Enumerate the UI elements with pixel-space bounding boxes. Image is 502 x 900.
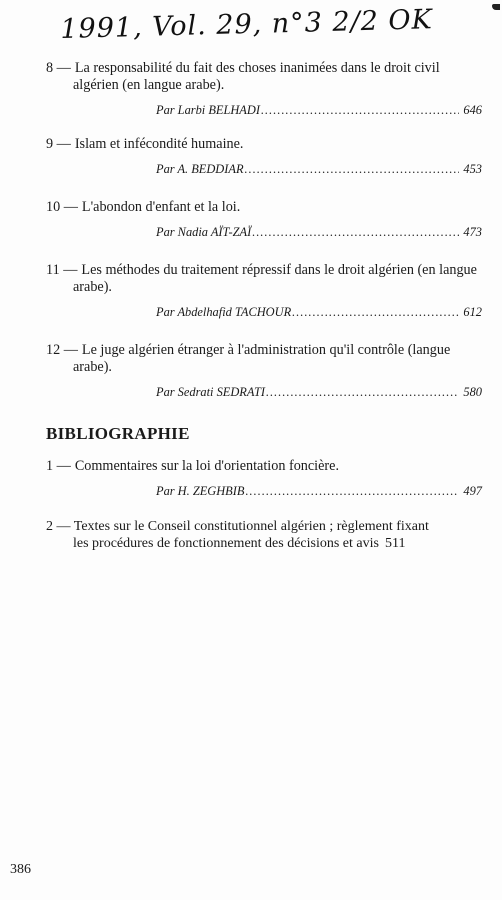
toc-entry-number: 12 — (46, 342, 78, 358)
bibliography-item-text: les procédures de fonctionnement des décisions et avis (73, 536, 379, 551)
toc-entry-12 (46, 342, 482, 401)
toc-entry-text: La responsabilité du fait des choses inanimées dans le droit civil algérien (en langue arabe). (73, 60, 440, 93)
toc-entry-title (46, 136, 482, 153)
toc-entry-number: 11 — (46, 262, 78, 278)
toc-entry-9 (46, 136, 482, 178)
toc-entry-byline (46, 224, 482, 241)
toc-entry-title (46, 262, 482, 296)
toc-entry-page: 580 (463, 385, 482, 399)
toc-entry-byline (46, 102, 482, 119)
leader-dots (266, 384, 459, 401)
bibliography-item-line (46, 535, 482, 552)
bibliography-item-number: 2 — (46, 519, 71, 534)
toc-entry-author: Par Larbi BELHADI (156, 103, 260, 117)
toc-entry-text: Islam et infécondité humaine. (74, 136, 244, 152)
bibliography-item-1 (46, 458, 482, 500)
toc-entry-page: 612 (463, 305, 482, 319)
toc-entry-number: 8 — (46, 60, 71, 76)
toc-entry-author: Par Sedrati SEDRATI (156, 385, 265, 399)
toc-entry-11 (46, 262, 482, 321)
toc-entry-8 (46, 60, 482, 119)
toc-entry-title (46, 60, 482, 94)
toc-entry-text: L'abondon d'enfant et la loi. (81, 199, 241, 215)
bibliography-heading: BIBLIOGRAPHIE (46, 424, 190, 443)
bibliography-item-page: 511 (384, 536, 406, 551)
toc-entry-page: 453 (463, 162, 482, 176)
bibliography-item-byline (46, 483, 482, 500)
leader-dots (245, 161, 460, 178)
toc-entry-author: Par A. BEDDIAR (156, 162, 244, 176)
bibliography-item-author: Par H. ZEGHBIB (156, 484, 245, 498)
toc-entry-byline (46, 384, 482, 401)
bibliography-item-page: 497 (463, 484, 482, 498)
toc-entry-byline (46, 161, 482, 178)
toc-entry-title (46, 199, 482, 216)
toc-entry-title (46, 342, 482, 376)
leader-dots (261, 102, 459, 119)
toc-entry-text: Le juge algérien étranger à l'administration qu'il contrôle (langue arabe). (73, 342, 451, 375)
toc-entry-byline (46, 304, 482, 321)
toc-entry-author: Par Abdelhafid TACHOUR (156, 305, 292, 319)
toc-entry-page: 473 (463, 225, 482, 239)
bibliography-item-2 (46, 518, 482, 552)
bibliography-item-text: Commentaires sur la loi d'orientation foncière. (74, 458, 339, 474)
toc-entry-text: Les méthodes du traitement répressif dans le droit algérien (en langue arabe). (73, 262, 477, 295)
leader-dots (245, 483, 459, 500)
bibliography-item-number: 1 — (46, 458, 71, 474)
bibliography-item-text: Textes sur le Conseil constitutionnel algérien ; règlement fixant (73, 519, 429, 534)
leader-dots (292, 304, 459, 321)
toc-entry-10 (46, 199, 482, 241)
bibliography-item-line (46, 518, 482, 535)
page-number: 386 (10, 862, 31, 877)
toc-entry-author: Par Nadia AÏT-ZAÏ (156, 225, 252, 239)
toc-entry-number: 9 — (46, 136, 71, 152)
corner-mark (492, 4, 500, 10)
toc-entry-number: 10 — (46, 199, 78, 215)
bibliography-item-title (46, 458, 482, 475)
handwritten-annotation: 1991, Vol. 29, n°3 2/2 OK (60, 4, 434, 45)
toc-entry-page: 646 (463, 103, 482, 117)
leader-dots (252, 224, 459, 241)
